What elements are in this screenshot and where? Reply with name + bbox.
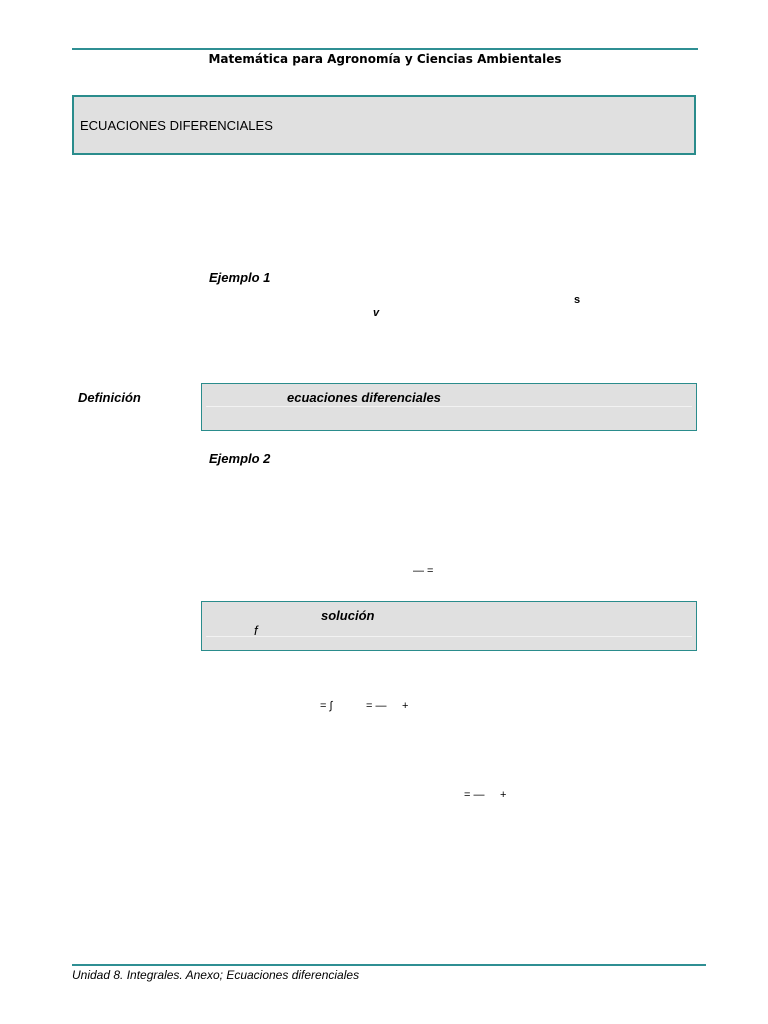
definition-box (201, 383, 697, 431)
section-title: ECUACIONES DIFERENCIALES (80, 118, 273, 133)
solution-term: solución (321, 608, 375, 623)
symbol-s: s (574, 294, 581, 306)
page-header-title: Matemática para Agronomía y Ciencias Ambientales (208, 52, 562, 66)
definition-box-line (206, 406, 692, 407)
solution-box (201, 601, 697, 651)
symbol-v: v (373, 307, 380, 319)
integral-fragment: = ∫ (320, 700, 333, 712)
plus-sign-b: + (500, 789, 507, 801)
footer-rule (72, 964, 706, 966)
definition-term: ecuaciones diferenciales (287, 390, 441, 405)
symbol-f: f (254, 623, 258, 638)
second-minus-fragment: = — (464, 789, 485, 801)
example-2-label: Ejemplo 2 (209, 451, 271, 466)
solution-box-line (206, 636, 692, 637)
definition-label: Definición (78, 390, 141, 405)
example-1-label: Ejemplo 1 (209, 270, 271, 285)
equation-fragment: — = (413, 565, 434, 577)
footer-text: Unidad 8. Integrales. Anexo; Ecuaciones diferenciales (72, 968, 360, 982)
plus-sign-a: + (402, 700, 409, 712)
minus-fragment: = — (366, 700, 387, 712)
header-rule (72, 48, 698, 50)
